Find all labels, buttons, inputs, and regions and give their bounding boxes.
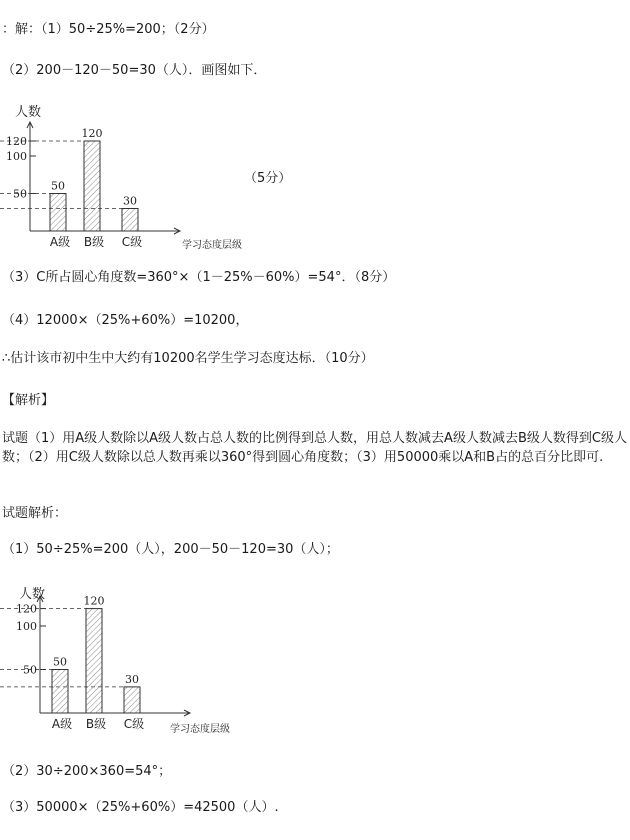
solution-line-2: （2）200－120－50=30（人）．画图如下． [2,63,267,78]
y-tick-label-50: 50 [13,187,27,201]
solution-line-5: ∴估计该市初中生中大约有10200名学生学习态度达标．（10分） [2,351,374,366]
y-tick-label-100: 100 [16,620,37,633]
bar-chart-2 [0,582,250,742]
data-label-c: 30 [123,194,137,208]
detail-heading: 试题解析： [2,506,68,521]
category-label-b: B级 [83,235,105,249]
bar-chart-1 [0,100,240,255]
category-label-a: A级 [49,235,71,249]
data-label-a: 50 [51,179,65,193]
y-axis-title: 人数 [18,587,46,602]
detail-line-3: （3）50000×（25%+60%）=42500（人）. [2,800,279,815]
solution-line-4: （4）12000×（25%+60%）=10200， [2,313,249,328]
y-tick-label-100: 100 [6,150,27,163]
solution-line-1: ：解：（1）50÷25%=200；（2分） [2,22,215,37]
bar-a [52,670,68,714]
y-tick-label-120: 120 [6,135,27,148]
score-note: （5分） [244,171,292,186]
data-label-b: 120 [81,127,103,140]
data-label-a: 50 [53,655,67,669]
category-label-a: A级 [51,717,73,731]
category-label-c: C级 [123,717,145,731]
x-axis-title: 学习态度层级 [182,240,242,251]
y-tick-label-120: 120 [16,602,37,616]
category-label-c: C级 [121,235,143,249]
bar-c [124,687,140,713]
detail-line-2: （2）30÷200×360=54°； [2,764,172,779]
bar-a [50,194,66,232]
bar-b [84,141,100,231]
bar-b [86,609,102,713]
y-axis-title: 人数 [14,105,42,120]
data-label-c: 30 [125,672,139,686]
y-tick-label-50: 50 [23,663,37,677]
analysis-paragraph: 试题（1）用A级人数除以A级人数占总人数的比例得到总人数，用总人数减去A级人数减去B级人数得到C级人数；（2）用C级人数除以总人数再乘以360°得到圆心角度数；（3）用50000乘以A和B占的总百分比即可. [2,431,627,465]
data-label-b: 120 [83,594,105,608]
analysis-heading: 【解析】 [2,393,55,408]
detail-line-1: （1）50÷25%=200（人），200－50－120=30（人）； [2,542,339,557]
category-label-b: B级 [85,717,107,731]
solution-line-3: （3）C所占圆心角度数=360°×（1－25%－60%）=54°．（8分） [2,270,396,285]
bar-c [122,209,138,232]
x-axis-title: 学习态度层级 [170,724,230,735]
